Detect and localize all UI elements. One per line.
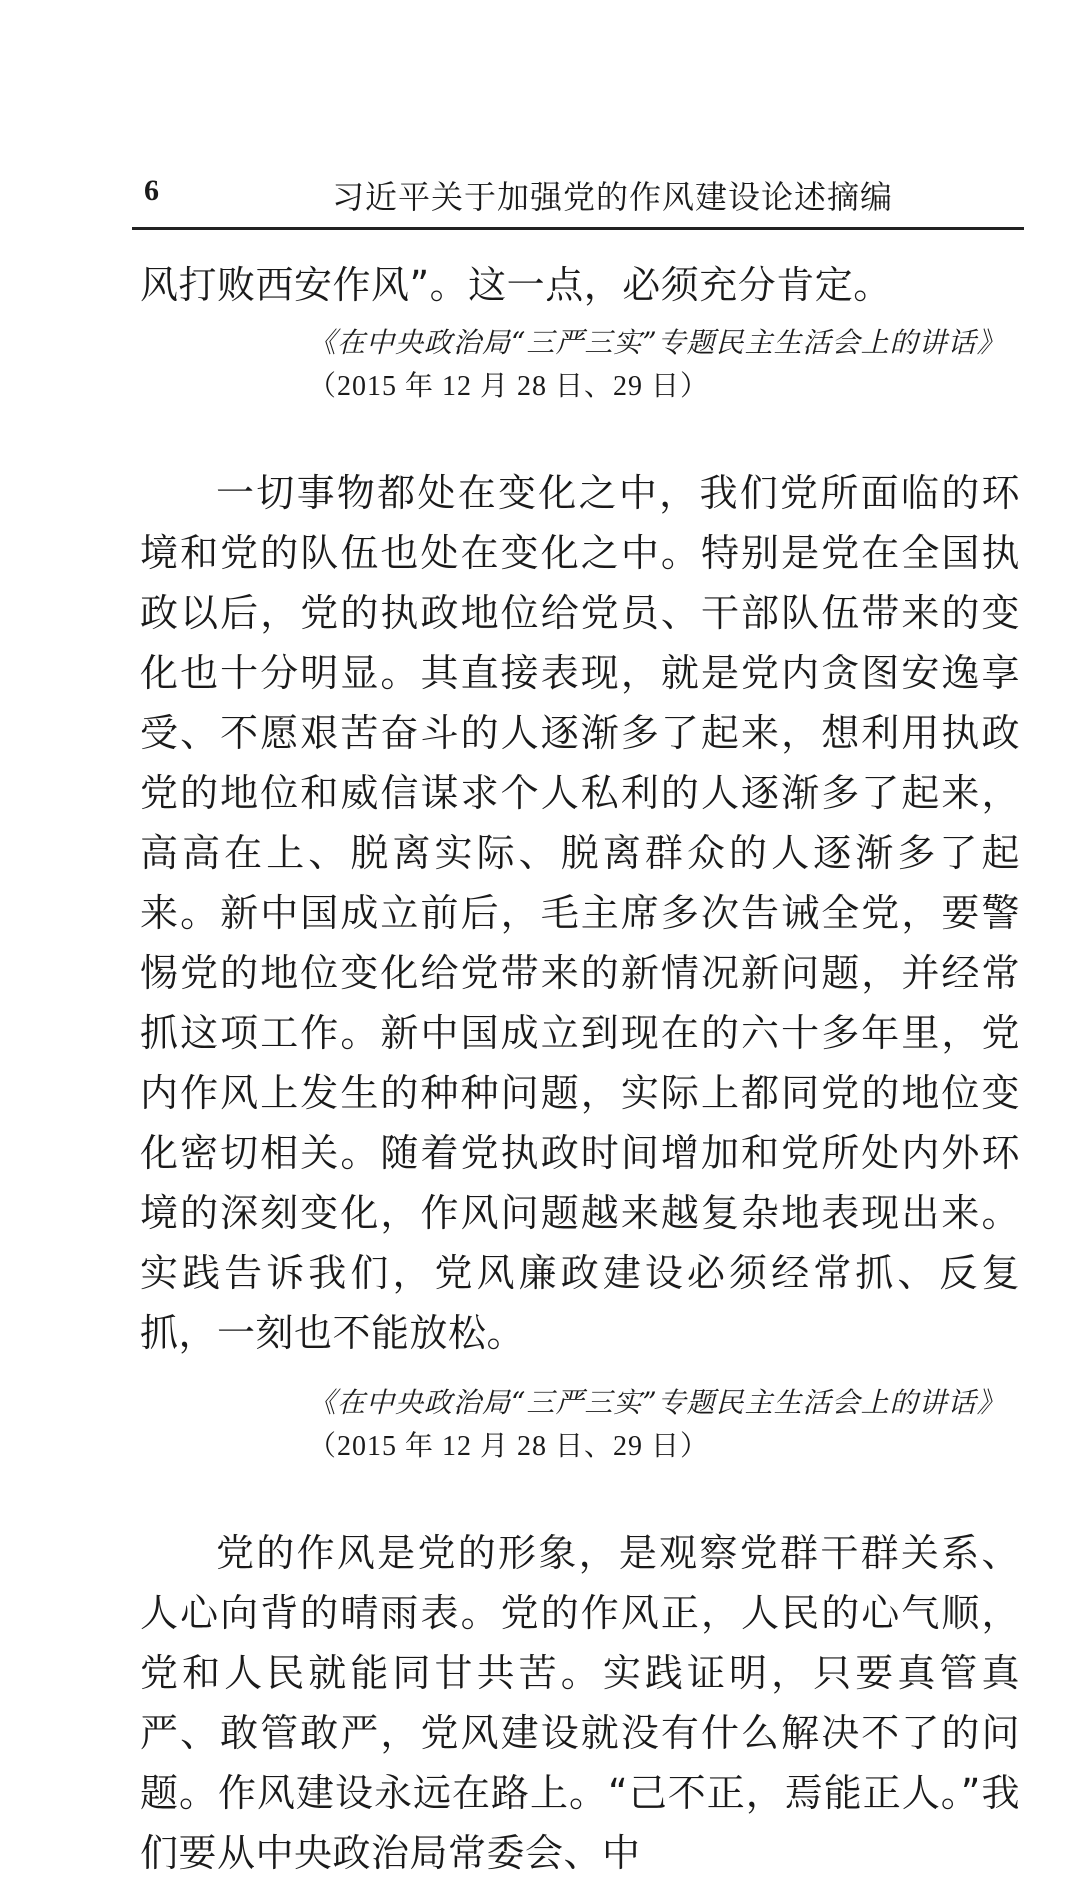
paragraph-continuation: 风打败西安作风”。这一点，必须充分肯定。 xyxy=(140,263,892,307)
section-gap xyxy=(140,409,1020,463)
citation-source: 《在中央政治局“三严三实”专题民主生活会上的讲话》 xyxy=(308,326,1006,359)
paragraph: 一切事物都处在变化之中，我们党所面临的环境和党的队伍也处在变化之中。特别是党在全国执政以后，党的执政地位给党员、干部队伍带来的变化也十分明显。其直接表现，就是党内贪图安逸享受、不愿艰苦奋斗的人逐渐多了起来，想利用执政党的地位和威信谋求个人私利的人逐渐多了起来，高高在上、脱离实际、脱离群众的人逐渐多了起来。新中国成立前后，毛主席多次告诫全党，要警惕党的地位变化给党带来的新情况新问题，并经常抓这项工作。新中国成立到现在的六十多年里，党内作风上发生的种种问题，实际上都同党的地位变化密切相关。随着党执政时间增加和党所处内外环境的深刻变化，作风问题越来越复杂地表现出来。实践告诉我们，党风廉政建设必须经常抓、反复抓，一刻也不能放松。 xyxy=(140,471,1020,1355)
page-body xyxy=(140,255,1020,1883)
citation-source: 《在中央政治局“三严三实”专题民主生活会上的讲话》 xyxy=(308,1386,1006,1419)
section-gap xyxy=(140,1469,1020,1523)
citation-gap xyxy=(140,1363,1020,1375)
page-number: 6 xyxy=(144,174,159,207)
page-header xyxy=(132,168,1022,220)
header-rule xyxy=(132,227,1024,230)
citation-date: （2015 年 12 月 28 日、29 日） xyxy=(308,371,710,402)
paragraph: 党的作风是党的形象，是观察党群干群关系、人心向背的晴雨表。党的作风正，人民的心气顺，党和人民就能同甘共苦。实践证明，只要真管真严、敢管敢严，党风建设就没有什么解决不了的问题。作风建设永远在路上。“己不正，焉能正人。”我们要从中央政治局常委会、中 xyxy=(140,1531,1020,1875)
running-title: 习近平关于加强党的作风建设论述摘编 xyxy=(332,178,894,216)
citation-date: （2015 年 12 月 28 日、29 日） xyxy=(308,1431,710,1462)
